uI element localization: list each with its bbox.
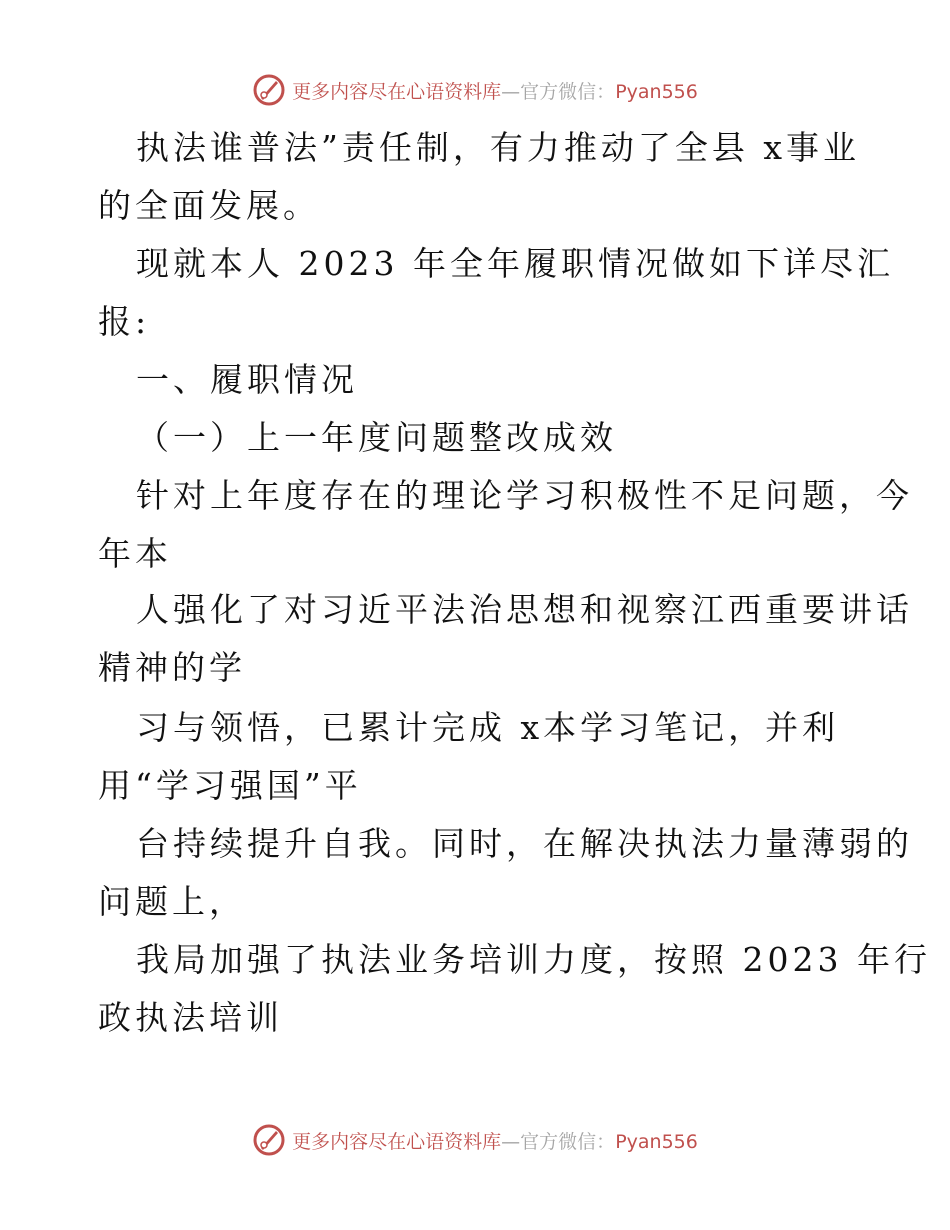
text-line: 我局加强了执法业务培训力度，按照 2023 年行 [136,940,931,979]
text-line: 问题上， [98,882,246,921]
watermark-wechat-id: Pyan556 [615,1130,698,1153]
watermark-dash: — [501,80,521,103]
text-line: 年本 [98,534,172,573]
text-line: 台持续提升自我。同时，在解决执法力量薄弱的 [136,824,913,863]
text-line: 针对上年度存在的理论学习积极性不足问题，今 [136,476,913,515]
watermark-wechat-label: 官方微信： [520,80,616,103]
text-line: 人强化了对习近平法治思想和视察江西重要讲话 [136,590,913,629]
text-line: 精神的学 [98,648,246,687]
quill-logo-icon [252,1123,286,1157]
text-line: 现就本人 2023 年全年履职情况做如下详尽汇 [136,244,894,283]
text-line: 的全面发展。 [98,186,320,225]
watermark-main-text: 更多内容尽在心语资料库 [292,80,502,103]
text-line: 习与领悟，已累计完成 x本学习笔记，并利 [136,708,840,747]
header-watermark [0,72,950,108]
watermark-wechat-label: 官方微信： [520,1130,616,1153]
text-line: 报: [98,302,151,341]
watermark-dash: — [501,1130,521,1153]
footer-watermark [0,1122,950,1158]
watermark-main-text: 更多内容尽在心语资料库 [292,1130,502,1153]
section-heading: 一、履职情况 [136,360,358,399]
watermark-wechat-id: Pyan556 [615,80,698,103]
text-line: 用“学习强国”平 [98,766,362,805]
subsection-heading: （一）上一年度问题整改成效 [136,418,617,457]
text-line: 执法谁普法”责任制，有力推动了全县 x事业 [136,128,860,167]
text-line: 政执法培训 [98,998,283,1037]
quill-logo-icon [252,73,286,107]
